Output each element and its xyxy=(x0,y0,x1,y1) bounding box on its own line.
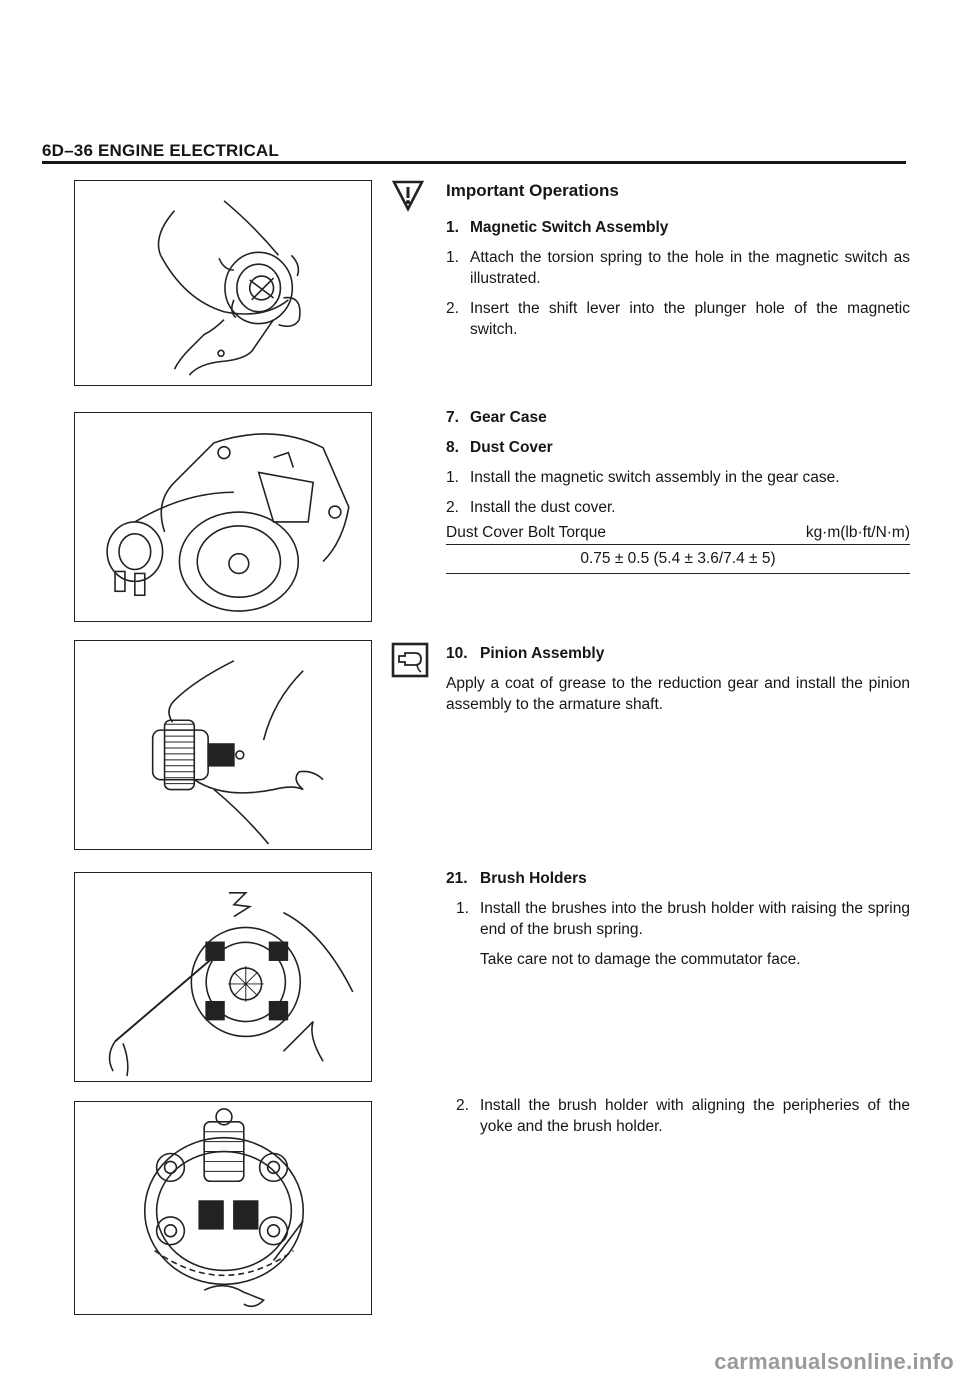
figure-magnetic-switch xyxy=(74,180,372,386)
item-number: 1. xyxy=(446,219,459,236)
section-title: Important Operations xyxy=(446,181,619,200)
item-dust-cover-title: 8. Dust Cover xyxy=(446,439,553,456)
block-brush-holders xyxy=(446,868,910,979)
figure-yoke-brush-holder xyxy=(74,1101,372,1315)
step-magnetic-1: 1. Attach the torsion spring to the hole in the magnetic switch as illustrated. xyxy=(446,249,910,287)
step-brush-2: 2. Install the brush holder with aligning the peripheries of the yoke and the brush holder. xyxy=(456,1097,910,1135)
step-gear-1: 1. Install the magnetic switch assembly in the gear case. xyxy=(446,469,840,486)
figure-brush-holders xyxy=(74,872,372,1082)
block-gear-case xyxy=(446,407,910,574)
figure-pinion-assembly xyxy=(74,640,372,850)
header-rule xyxy=(42,161,906,164)
item-title: Magnetic Switch Assembly xyxy=(470,219,669,236)
torque-unit: kg·m(lb·ft/N·m) xyxy=(805,524,910,541)
torque-value: 0.75 ± 0.5 (5.4 ± 3.6/7.4 ± 5) xyxy=(446,545,910,574)
torque-label: Dust Cover Bolt Torque xyxy=(446,524,606,541)
item-pinion-title: 10. Pinion Assembly xyxy=(446,645,605,662)
step-brush-1: 1. Install the brushes into the brush holder with raising the spring end of the brush spring. xyxy=(456,900,910,938)
step-magnetic-2: 2. Insert the shift lever into the plunger hole of the magnetic switch. xyxy=(446,300,910,338)
step-gear-2: 2. Install the dust cover. xyxy=(446,499,616,516)
item-magnetic-title xyxy=(446,217,910,238)
warning-triangle-icon xyxy=(391,178,425,212)
torque-header-row xyxy=(446,522,910,545)
footer-watermark: carmanualsonline.info xyxy=(714,1349,954,1374)
page-header: 6D–36 ENGINE ELECTRICAL xyxy=(42,141,279,160)
item-gear-title: 7. Gear Case xyxy=(446,409,547,426)
figure-gear-case xyxy=(74,412,372,622)
pinion-text: Apply a coat of grease to the reduction gear and install the pinion assembly to the armature shaft. xyxy=(446,675,910,713)
item-brush-title: 21. Brush Holders xyxy=(446,870,587,887)
block-magnetic-switch xyxy=(446,180,910,349)
brush-note: Take care not to damage the commutator face. xyxy=(480,951,801,968)
block-pinion-assembly xyxy=(446,643,910,724)
grease-tube-icon xyxy=(391,642,429,678)
block-brush-holder-step2 xyxy=(446,1095,910,1146)
